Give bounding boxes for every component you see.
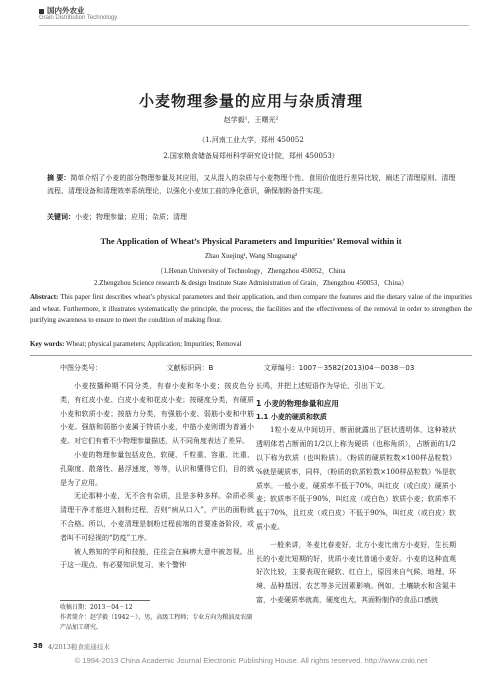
left-column — [60, 380, 254, 573]
header-rule — [39, 25, 469, 26]
body-paragraph-continued: 长鸣，并把上述短语作为导论，引出下文。 — [256, 382, 389, 390]
section-heading: 1 小麦的物理参量和应用 — [256, 398, 339, 408]
title-en: The Application of Wheat’s Physical Parameters and Impurities’ Removal within it — [100, 236, 402, 246]
copyright-notice: © 1994-2013 China Academic Journal Electronic Publishing House. All rights reserved. http://www.cnki.net — [74, 656, 428, 665]
abstract-en — [30, 292, 472, 327]
abstract-cn-text: 简单介绍了小麦的部分物理参量及其应用，又从混入的杂质与小麦物理个性、食用价值进行差异比较，阐述了清理原则、清理流程、清理设备和清理效率系统理论，以强化小麦加工前的净化意识，确保制粉备件实现。 — [47, 174, 456, 195]
page-number: 38 — [33, 642, 43, 650]
body-paragraph: 小麦按播种期不同分类，有春小麦和冬小麦；按皮色分类，有红皮小麦、白皮小麦和花皮小麦；按硬度分类，有硬质小麦和软质小麦；按筋力分类，有强筋小麦、弱筋小麦和中筋小麦。强筋和弱筋小麦属于特质小麦，中筋小麦则谓为普通小麦。对它们有着不少物理参量描述，从不同角度表达了差异。 — [60, 382, 254, 446]
keywords-cn-label: 关键词： — [47, 213, 75, 221]
body-paragraph: 小麦的物理参量包括皮色、软硬、千粒重、容重、比重、孔隙度、散落性、悬浮速度，等等，认识和懂得它们，目的就是为了应用。 — [60, 450, 254, 487]
authors-en: Zhao Xuejing¹, Wang Shuguang² — [204, 252, 298, 260]
footnote-rule — [60, 600, 150, 601]
received-date: 收稿日期：2013－04－12 — [60, 604, 133, 611]
article-id: 文章编号：1007－3582(2013)04－0038－03 — [263, 364, 415, 372]
affiliation-en-1: （1.Henan University of Technology，Zhengzhou 450052，China — [156, 267, 346, 275]
section-header-label: 国内外农业 — [47, 6, 85, 15]
body-paragraph: 一般来讲，冬麦比春麦好，北方小麦比南方小麦好，生长期长的小麦比短期的好，优质小麦比普通小麦好。小麦的这种直观好次比较，主要表现在硬软、红白上，原因来自气候、地理、环境、品种基因、农艺等多元因素影响。例如，土壤缺水和含氮丰富，小麦硬质率就高，硬度也大，其面粉制作的食品口感就 — [256, 540, 456, 604]
subsection-heading: 1.1 小麦的硬质和软质 — [256, 412, 327, 421]
authors-cn: 赵学毅¹，王曙光² — [223, 116, 279, 124]
keywords-cn — [47, 212, 457, 222]
clc-number: 中图分类号： — [60, 364, 102, 372]
square-bullet-icon — [39, 9, 44, 14]
classification-rule — [30, 355, 472, 356]
classification-row — [60, 363, 414, 373]
keywords-en — [30, 340, 472, 348]
affiliation-cn-1: （1.河南工业大学，郑州 450052 — [198, 136, 304, 144]
right-column — [256, 380, 456, 608]
abstract-cn — [47, 172, 457, 198]
abstract-en-label: Abstract: — [30, 293, 59, 301]
journal-issue: 4/2013粮食流通技术 — [48, 643, 110, 651]
abstract-en-text: This paper first describes wheat’s physical parameters and their application, and then compare the features and the dietary value of the impurities and wheat. Furthermore, it illustrates systematically the principle, the process, the facilities and the effectiveness of the removal in order to strengthen the purifying awareness to ensure to meet the condition of making flour. — [30, 293, 472, 324]
journal-name-en: Grain Distribution Technology — [39, 15, 118, 21]
affiliation-cn-2: 2.国家粮食储备局郑州科学研究设计院，郑州 450053） — [163, 152, 339, 160]
keywords-en-text: Wheat; physical parameters; Application; Impurities; Removal — [66, 340, 242, 348]
author-bio: 作者简介：赵学毅（1942－），男，高级工程师；专业方向为粮油及农副产品加工研究。 — [60, 614, 253, 631]
document-code: 文献标识码：B — [166, 364, 214, 372]
page-title: 小麦物理参量的应用与杂质清理 — [138, 92, 363, 110]
body-paragraph: 1粒小麦从中间切开，断面就露出了胚状透明体，这种玻状透明体若占断面的1/2以上称为硬质（也称角质），占断面的1/2以下称为软质（也叫粉质）。（粉质的硬质粒数×100样品粒数）%就是硬质率，同样，（粉质的软质粒数×100样品粒数）%是软质率。一般小麦，硬质率不低于70%，叫红皮（或白皮）硬质小麦；软质率不低于90%，叫红皮（或白色）软质小麦；软质率不低于70%，且红皮（或白皮）不低于90%，叫红皮（或白皮）软质小麦。 — [256, 426, 456, 531]
affiliation-en-2: 2.Zhengzhou Science research & design Institute State Administration of Grain，Zhengzhou 450053，China） — [94, 279, 408, 287]
keywords-en-label: Key words: — [30, 340, 65, 348]
body-paragraph: 无论那种小麦，无不含有杂质，且是多种多样。杂质必须清理干净才能进入制粉过程，否则“病从口入”，产出的面粉就不合格。所以，小麦清理是制粉过程前端的首要准备阶段，或者叫不可轻视的“防疫”工序。 — [60, 492, 254, 542]
abstract-cn-label: 摘 要： — [47, 174, 71, 182]
keywords-cn-text: 小麦；物理参量；应用；杂质；清理 — [75, 213, 187, 221]
body-paragraph: 被人熟知的学问和技能，往往会在麻痹大意中被忽视。出于这一现点，有必要知识复习，来个警钟 — [60, 547, 254, 570]
footnote — [60, 603, 254, 633]
